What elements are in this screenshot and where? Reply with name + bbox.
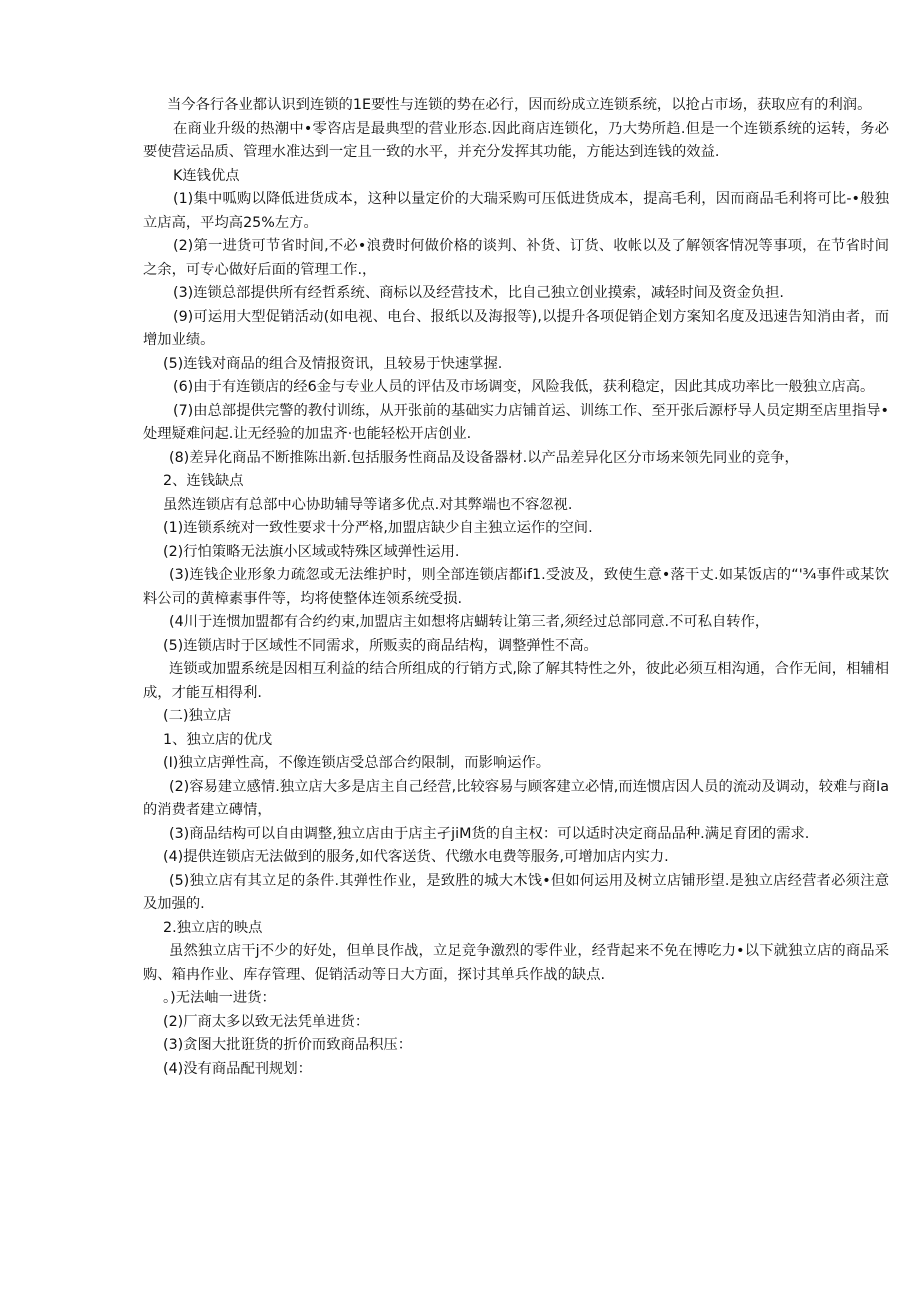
list-item-advantage-8: (8)差异化商品不断推陈出新.包括服务性商品及设备器材.以产品差异化区分市场来领先同业的竞争，: [169, 449, 799, 466]
paragraph-disadvantages-intro: 虽然连锁店有总部中心协助辅导等诸多优点.对其弊端也不容忽视.: [163, 496, 573, 513]
paragraph-intro: 当今各行各业都认识到连锁的1E要性与连锁的势在必行，因而纷成立连锁系统，以抢占市场，获取应有的利润。: [167, 97, 872, 113]
list-item-advantage-1: (1)集中呱购以降低进货成本，这种以量定价的大瑞采购可压低进货成本，提高毛利，因而商品毛利将可比-•般独立店高，平均高25%左方。: [143, 191, 889, 231]
heading-independent-advantages: 1、独立店的优戊: [163, 731, 273, 748]
heading-independent-disadvantages: 2.独立店的映点: [163, 919, 263, 936]
list-item-advantage-6: (6)由于有连锁店的经6金与专业人员的评估及市场调变，风险我低，获利稳定，因此其成功率比一般独立店高。: [173, 379, 875, 395]
list-item-disadvantage-1: (1)连锁系统对一致性要求十分严格,加盟店缺少自主独立运作的空间.: [163, 520, 593, 536]
list-item-independent-disadvantage-3: (3)贪图大批诳货的折价而致商品积压：: [163, 1037, 412, 1053]
list-item-advantage-5: (5)连钱对商品的组合及情报资讯，且较易于快速掌握.: [163, 355, 503, 372]
heading-chain-advantages: K连钱优点: [173, 167, 240, 184]
list-item-independent-advantage-3: (3)商品结构可以自由调整,独立店由于店主孑jiM货的自主权：可以适时决定商品品种.满足育团的需求.: [169, 825, 810, 842]
heading-chain-disadvantages: 2、连钱缺点: [163, 473, 244, 489]
paragraph-chain-summary: 连锁或加盟系统是因相互利益的结合所组成的行销方式,除了解其特性之外，彼此必须互相沟通，合作无间，相辅相成，才能互相得利.: [143, 661, 889, 701]
list-item-independent-advantage-2: (2)容易建立感情.独立店大多是店主自己经营,比较容易与顾客建立必情,而连惯店因人员的流动及调动，较难与商Ia的消费者建立磚情，: [143, 778, 889, 818]
list-item-independent-disadvantage-4: (4)没有商品配刊规划：: [163, 1060, 312, 1077]
paragraph-independent-disadvantages-intro: 虽然独立店干j不少的好处，但单艮作战，立足竞争激烈的零件业，经背起来不免在博吃力•以下就独立店的商品采购、箱冉作业、库存管理、促销活动等日大方面，探讨其单兵作战的缺点.: [143, 943, 889, 983]
list-item-disadvantage-5: (5)连锁店时于区域性不同需求，所贩卖的商品结构，调整弹性不高。: [163, 637, 598, 654]
list-item-advantage-7: (7)由总部提供完警的教付训练，从开张前的基础实力店铺首运、训练工作、至开张后源杼导人员定期至店里指导•处理疑难问起.让无经验的加盅齐·也能轻松开店创业.: [143, 402, 889, 442]
list-item-independent-disadvantage-2: (2)厂商太多以致无法凭单进货：: [163, 1013, 370, 1030]
list-item-independent-advantage-5: (5)独立店有其立足的条件.其弹性作业，是致胜的城大木饯•但如何运用及树立店铺形望.是独立店经营者必须注意及加强的.: [143, 872, 889, 912]
paragraph-commerce-upgrade: 在商业升级的热潮中•零咨店是最典型的营业形态.因此商店连锁化，乃大势所趋.但是一个连锁系统的运转，务必要使营运品质、管理水准达到一定且一致的水平，并充分发挥其功能，方能达到连钱的效益.: [143, 120, 889, 160]
list-item-independent-disadvantage-1: 。)无法岫一进货：: [163, 990, 276, 1006]
list-item-disadvantage-3: (3)连钱企业形象力疏忽或无法维护时，则全部连锁店都if1.受波及，致使生意•落干丈.如某饭店的“'¾事件或某饮料公司的黄樟素事件等，均将使整体连领系统受损.: [143, 567, 889, 607]
document-body: [143, 94, 889, 1081]
heading-independent-store: (二)独立店: [163, 708, 232, 724]
list-item-independent-advantage-1: (I)独立店弹性高，不像连锁店受总部合约限制，而影响运作。: [163, 755, 551, 771]
list-item-advantage-2: (2)第一进货可节省时间,不必•浪费时何做价格的谈判、补货、订货、收帐以及了解领客情况等事项，在节省时间之余，可专心做好后面的管理工作.，: [143, 238, 889, 278]
list-item-advantage-3: (3)连锁总部提供所有经哲系统、商标以及经营技术，比自己独立创业摸索，减轻时间及资金负担.: [173, 285, 784, 301]
list-item-disadvantage-2: (2)行怕策略无法旗小区域或特殊区域弹性运用.: [163, 543, 460, 560]
list-item-independent-advantage-4: (4)提供连锁店无法做到的服务,如代客送货、代缴水电费等服务,可增加店内实力.: [163, 849, 669, 865]
list-item-disadvantage-4: (4川于连惯加盟都有合约约束,加盟店主如想将店蝴转让第三者,须经过总部同意.不可私自转作，: [169, 614, 770, 630]
list-item-advantage-4: (9)可运用大型促销活动(如电视、电台、报纸以及海报等),以提升各项促销企划方案知名度及迅速告知消由者，而增加业绩。: [143, 308, 889, 348]
